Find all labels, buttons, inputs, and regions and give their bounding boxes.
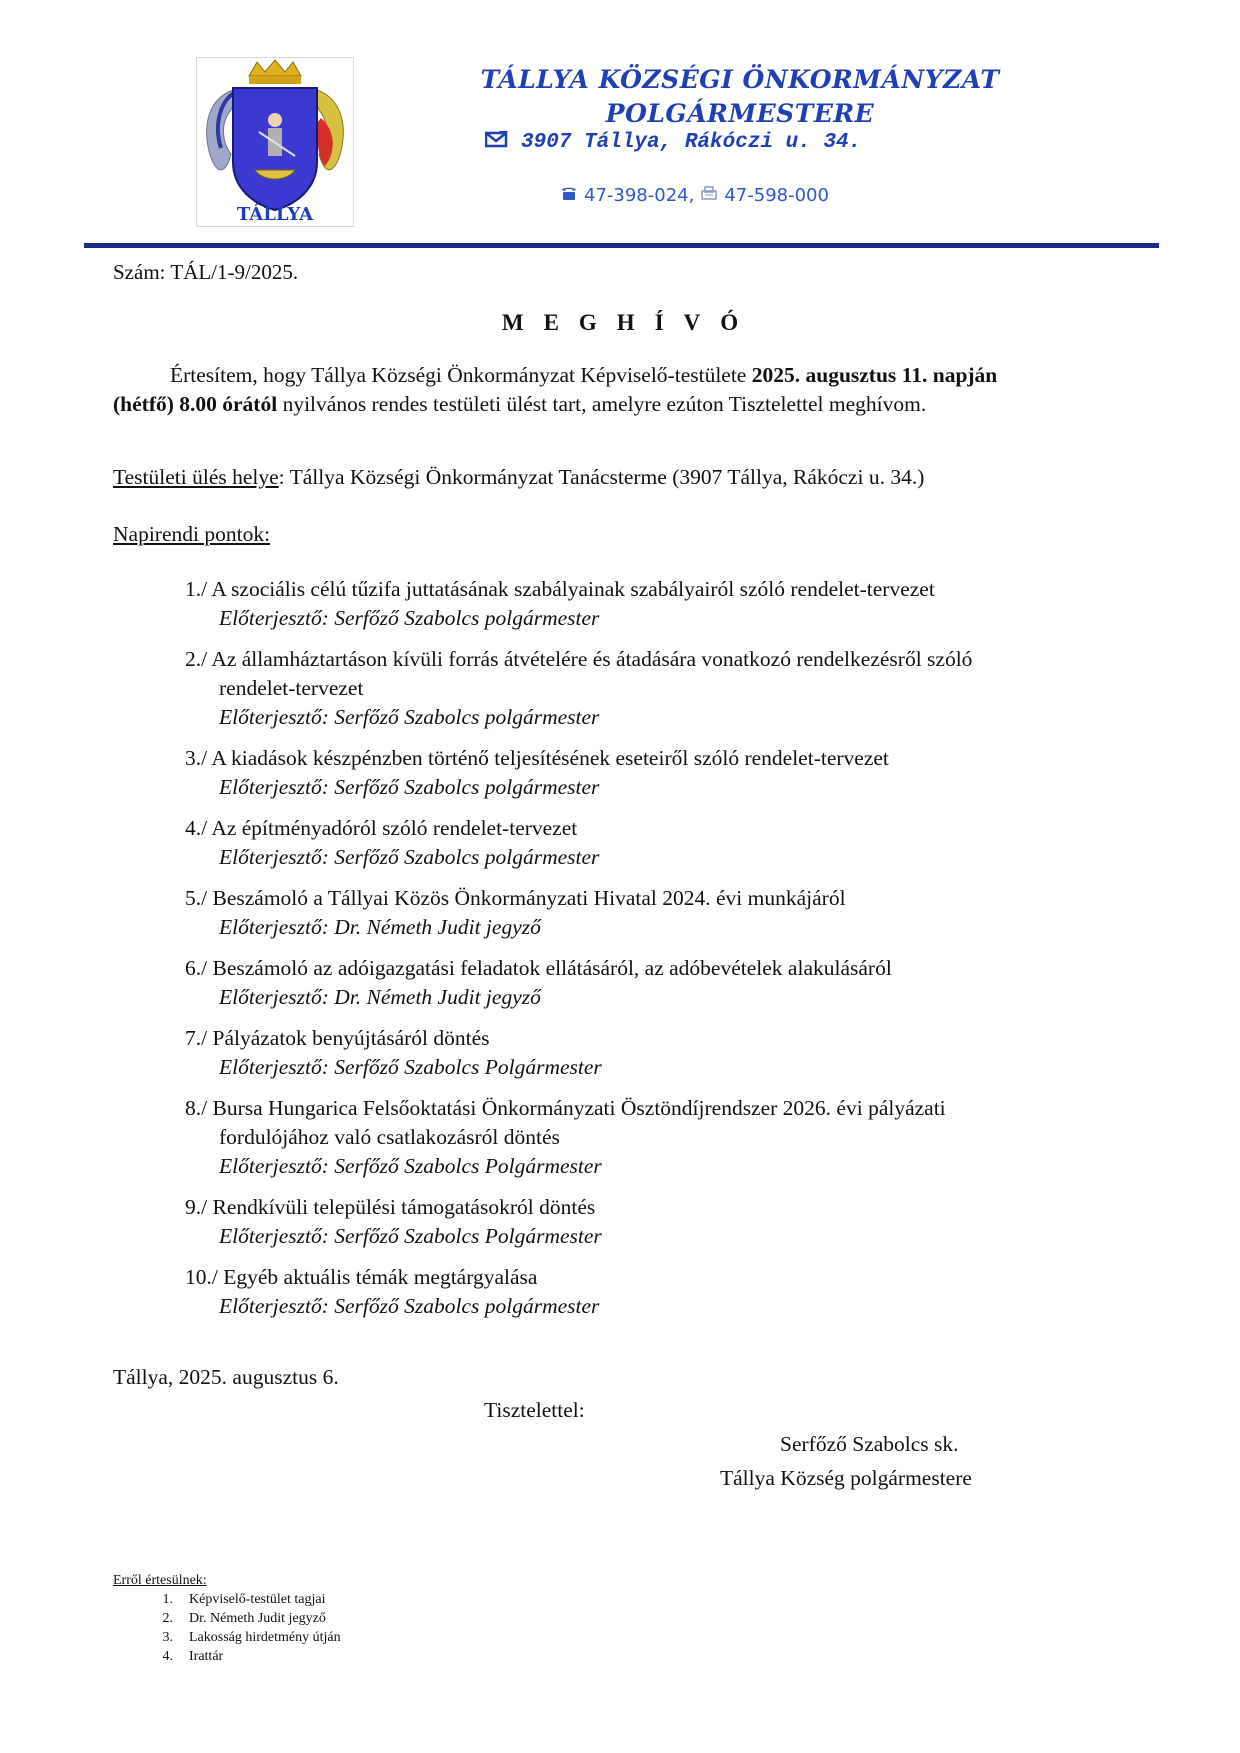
meeting-location xyxy=(113,463,1138,492)
envelope-icon xyxy=(485,130,509,155)
agenda-presenter: Előterjesztő: Serfőző Szabolcs Polgármester xyxy=(219,1224,602,1248)
agenda-presenter: Előterjesztő: Serfőző Szabolcs polgármester xyxy=(219,1294,600,1318)
fax-icon xyxy=(700,185,718,206)
agenda-item: 6./ Beszámoló az adóigazgatási feladatok ellátásáról, az adóbevételek alakulásáról Előterjesztő: Dr. Németh Judit jegyző xyxy=(185,954,1145,1012)
invitation-text-cont: (hétfő) 8.00 órától nyilvános rendes testületi ülést tart, amelyre ezúton Tisztelettel meghívom. xyxy=(113,392,927,416)
distribution-label: Erről értesülnek: xyxy=(113,1573,207,1588)
agenda-item: 8./ Bursa Hungarica Felsőoktatási Önkormányzati Ösztöndíjrendszer 2026. évi pályázati fordulójához való csatlakozásról döntés Előterjesztő: Serfőző Szabolcs Polgármester xyxy=(185,1094,1145,1181)
list-item: 3. Lakosság hirdetmény útján xyxy=(162,1630,341,1645)
fax-number: 47-598-000 xyxy=(724,185,829,206)
list-item: 2. Dr. Németh Judit jegyző xyxy=(162,1611,326,1626)
closing-phrase: Tisztelettel: xyxy=(484,1398,585,1422)
location-label: Testületi ülés helye xyxy=(113,465,279,489)
list-item: 1. Képviselő-testület tagjai xyxy=(162,1592,326,1607)
agenda-label-row xyxy=(113,520,1138,549)
agenda-item: 4./ Az építményadóról szóló rendelet-tervezet Előterjesztő: Serfőző Szabolcs polgármester xyxy=(185,814,1145,872)
header-divider xyxy=(84,243,1159,248)
agenda-item: 3./ A kiadások készpénzben történő teljesítésének eseteiről szóló rendelet-tervezet Előterjesztő: Serfőző Szabolcs polgármester xyxy=(185,744,1145,802)
agenda-presenter: Előterjesztő: Serfőző Szabolcs polgármester xyxy=(219,606,600,630)
agenda-list xyxy=(185,575,1145,1321)
phone-number: 47-398-024, xyxy=(584,185,695,206)
agenda-presenter: Előterjesztő: Dr. Németh Judit jegyző xyxy=(219,985,541,1009)
agenda-item: 7./ Pályázatok benyújtásáról döntés Előterjesztő: Serfőző Szabolcs Polgármester xyxy=(185,1024,1145,1082)
signature-title: Tállya Község polgármestere xyxy=(720,1466,972,1490)
agenda-presenter: Előterjesztő: Serfőző Szabolcs polgármester xyxy=(219,705,600,729)
office-address: 3907 Tállya, Rákóczi u. 34. xyxy=(521,131,862,154)
location-value: : Tállya Községi Önkormányzat Tanácsterme (3907 Tállya, Rákóczi u. 34.) xyxy=(278,465,925,489)
agenda-item: 1./ A szociális célú tűzifa juttatásának szabályainak szabályairól szóló rendelet-tervezet Előterjesztő: Serfőző Szabolcs polgármester xyxy=(185,575,1145,633)
document-heading: MEGHÍVÓ xyxy=(501,310,759,335)
crest-label: TÁLLYA xyxy=(236,204,314,225)
coat-of-arms-logo xyxy=(196,57,354,227)
reference-number: Szám: TÁL/1-9/2025. xyxy=(113,260,299,284)
agenda-item: 9./ Rendkívüli települési támogatásokról döntés Előterjesztő: Serfőző Szabolcs Polgármester xyxy=(185,1193,1145,1251)
document-date: Tállya, 2025. augusztus 6. xyxy=(113,1365,339,1389)
agenda-item: 2./ Az államháztartáson kívüli forrás átvételére és átadására vonatkozó rendelkezésről szóló rendelet-tervezet Előterjesztő: Serfőző Szabolcs polgármester xyxy=(185,645,1145,732)
invitation-text: Értesítem, hogy Tállya Községi Önkormányzat Képviselő-testülete 2025. augusztus 11. napján xyxy=(170,363,998,387)
signature-name: Serfőző Szabolcs sk. xyxy=(780,1432,959,1456)
office-title-line1: TÁLLYA KÖZSÉGI ÖNKORMÁNYZAT xyxy=(480,65,1000,94)
list-item: 4. Irattár xyxy=(162,1649,224,1664)
agenda-presenter: Előterjesztő: Serfőző Szabolcs Polgármester xyxy=(219,1055,602,1079)
contact-line xyxy=(560,185,829,206)
agenda-item: 10./ Egyéb aktuális témák megtárgyalása Előterjesztő: Serfőző Szabolcs polgármester xyxy=(185,1263,1145,1321)
agenda-label: Napirendi pontok: xyxy=(113,522,271,546)
distribution-list xyxy=(113,1571,341,1666)
telephone-icon xyxy=(560,185,578,206)
office-title-line2: POLGÁRMESTERE xyxy=(605,99,875,128)
agenda-item: 5./ Beszámoló a Tállyai Közös Önkormányzati Hivatal 2024. évi munkájáról Előterjesztő: Dr. Németh Judit jegyző xyxy=(185,884,1145,942)
agenda-presenter: Előterjesztő: Dr. Németh Judit jegyző xyxy=(219,915,541,939)
agenda-presenter: Előterjesztő: Serfőző Szabolcs Polgármester xyxy=(219,1154,602,1178)
address-line xyxy=(485,130,861,155)
agenda-presenter: Előterjesztő: Serfőző Szabolcs polgármester xyxy=(219,775,600,799)
agenda-presenter: Előterjesztő: Serfőző Szabolcs polgármester xyxy=(219,845,600,869)
